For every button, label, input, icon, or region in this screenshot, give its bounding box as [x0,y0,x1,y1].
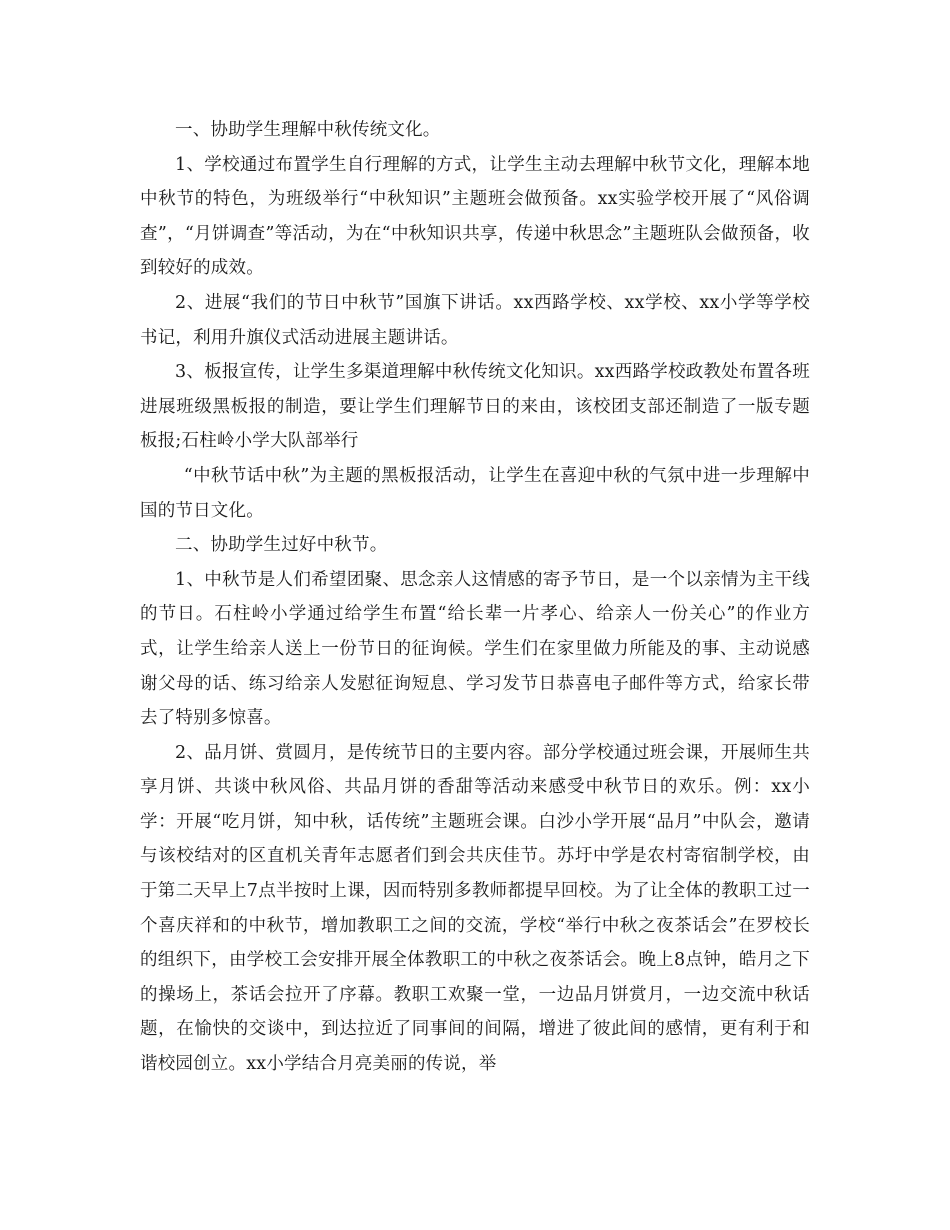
section-heading-2: 二、协助学生过好中秋节。 [175,535,388,556]
paragraph-1-3-continued: “中秋节话中秋”为主题的黑板报活动，让学生在喜迎中秋的气氛中进一步理解中国的节日文化。 [140,465,810,521]
document-body [140,113,810,1082]
paragraph-1-3: 3、板报宣传，让学生多渠道理解中秋传统文化知识。xx西路学校政教处布置各班进展班级黑板报的制造，要让学生们理解节日的来由，该校团支部还制造了一版专题板报;石柱岭小学大队部举行 [140,362,810,452]
section-heading-1: 一、协助学生理解中秋传统文化。 [175,120,441,140]
paragraph-1-2: 2、进展“我们的节日中秋节”国旗下讲话。xx西路学校、xx学校、xx小学等学校书记，利用升旗仪式活动进展主题讲话。 [140,292,810,348]
paragraph-2-1: 1、中秋节是人们希望团聚、思念亲人这情感的寄予节日，是一个以亲情为主干线的节日。石柱岭小学通过给学生布置“给长辈一片孝心、给亲人一份关心”的作业方式，让学生给亲人送上一份节日的征询候。学生们在家里做力所能及的事、主动说感谢父母的话、练习给亲人发慰征询短息、学习发节日恭喜电子邮件等方式，给家长带去了特别多惊喜。 [140,569,810,729]
paragraph-2-2: 2、品月饼、赏圆月，是传统节日的主要内容。部分学校通过班会课，开展师生共享月饼、共谈中秋风俗、共品月饼的香甜等活动来感受中秋节日的欢乐。例：xx小学：开展“吃月饼，知中秋，话传统”主题班会课。白沙小学开展“品月”中队会，邀请与该校结对的区直机关青年志愿者们到会共庆佳节。苏圩中学是农村寄宿制学校，由于第二天早上7点半按时上课，因而特别多教师都提早回校。为了让全体的教职工过一个喜庆祥和的中秋节，增加教职工之间的交流，学校“举行中秋之夜茶话会”在罗校长的组织下，由学校工会安排开展全体教职工的中秋之夜茶话会。晚上8点钟，皓月之下的操场上，茶话会拉开了序幕。教职工欢聚一堂，一边品月饼赏月，一边交流中秋话题，在愉快的交谈中，到达拉近了同事间的间隔，增进了彼此间的感情，更有利于和谐校园创立。xx小学结合月亮美丽的传说，举 [140,742,810,1075]
paragraph-1-1: 1、学校通过布置学生自行理解的方式，让学生主动去理解中秋节文化，理解本地中秋节的特色，为班级举行“中秋知识”主题班会做预备。xx实验学校开展了“风俗调查”，“月饼调查”等活动，为在“中秋知识共享，传递中秋思念”主题班队会做预备，收到较好的成效。 [140,154,810,279]
